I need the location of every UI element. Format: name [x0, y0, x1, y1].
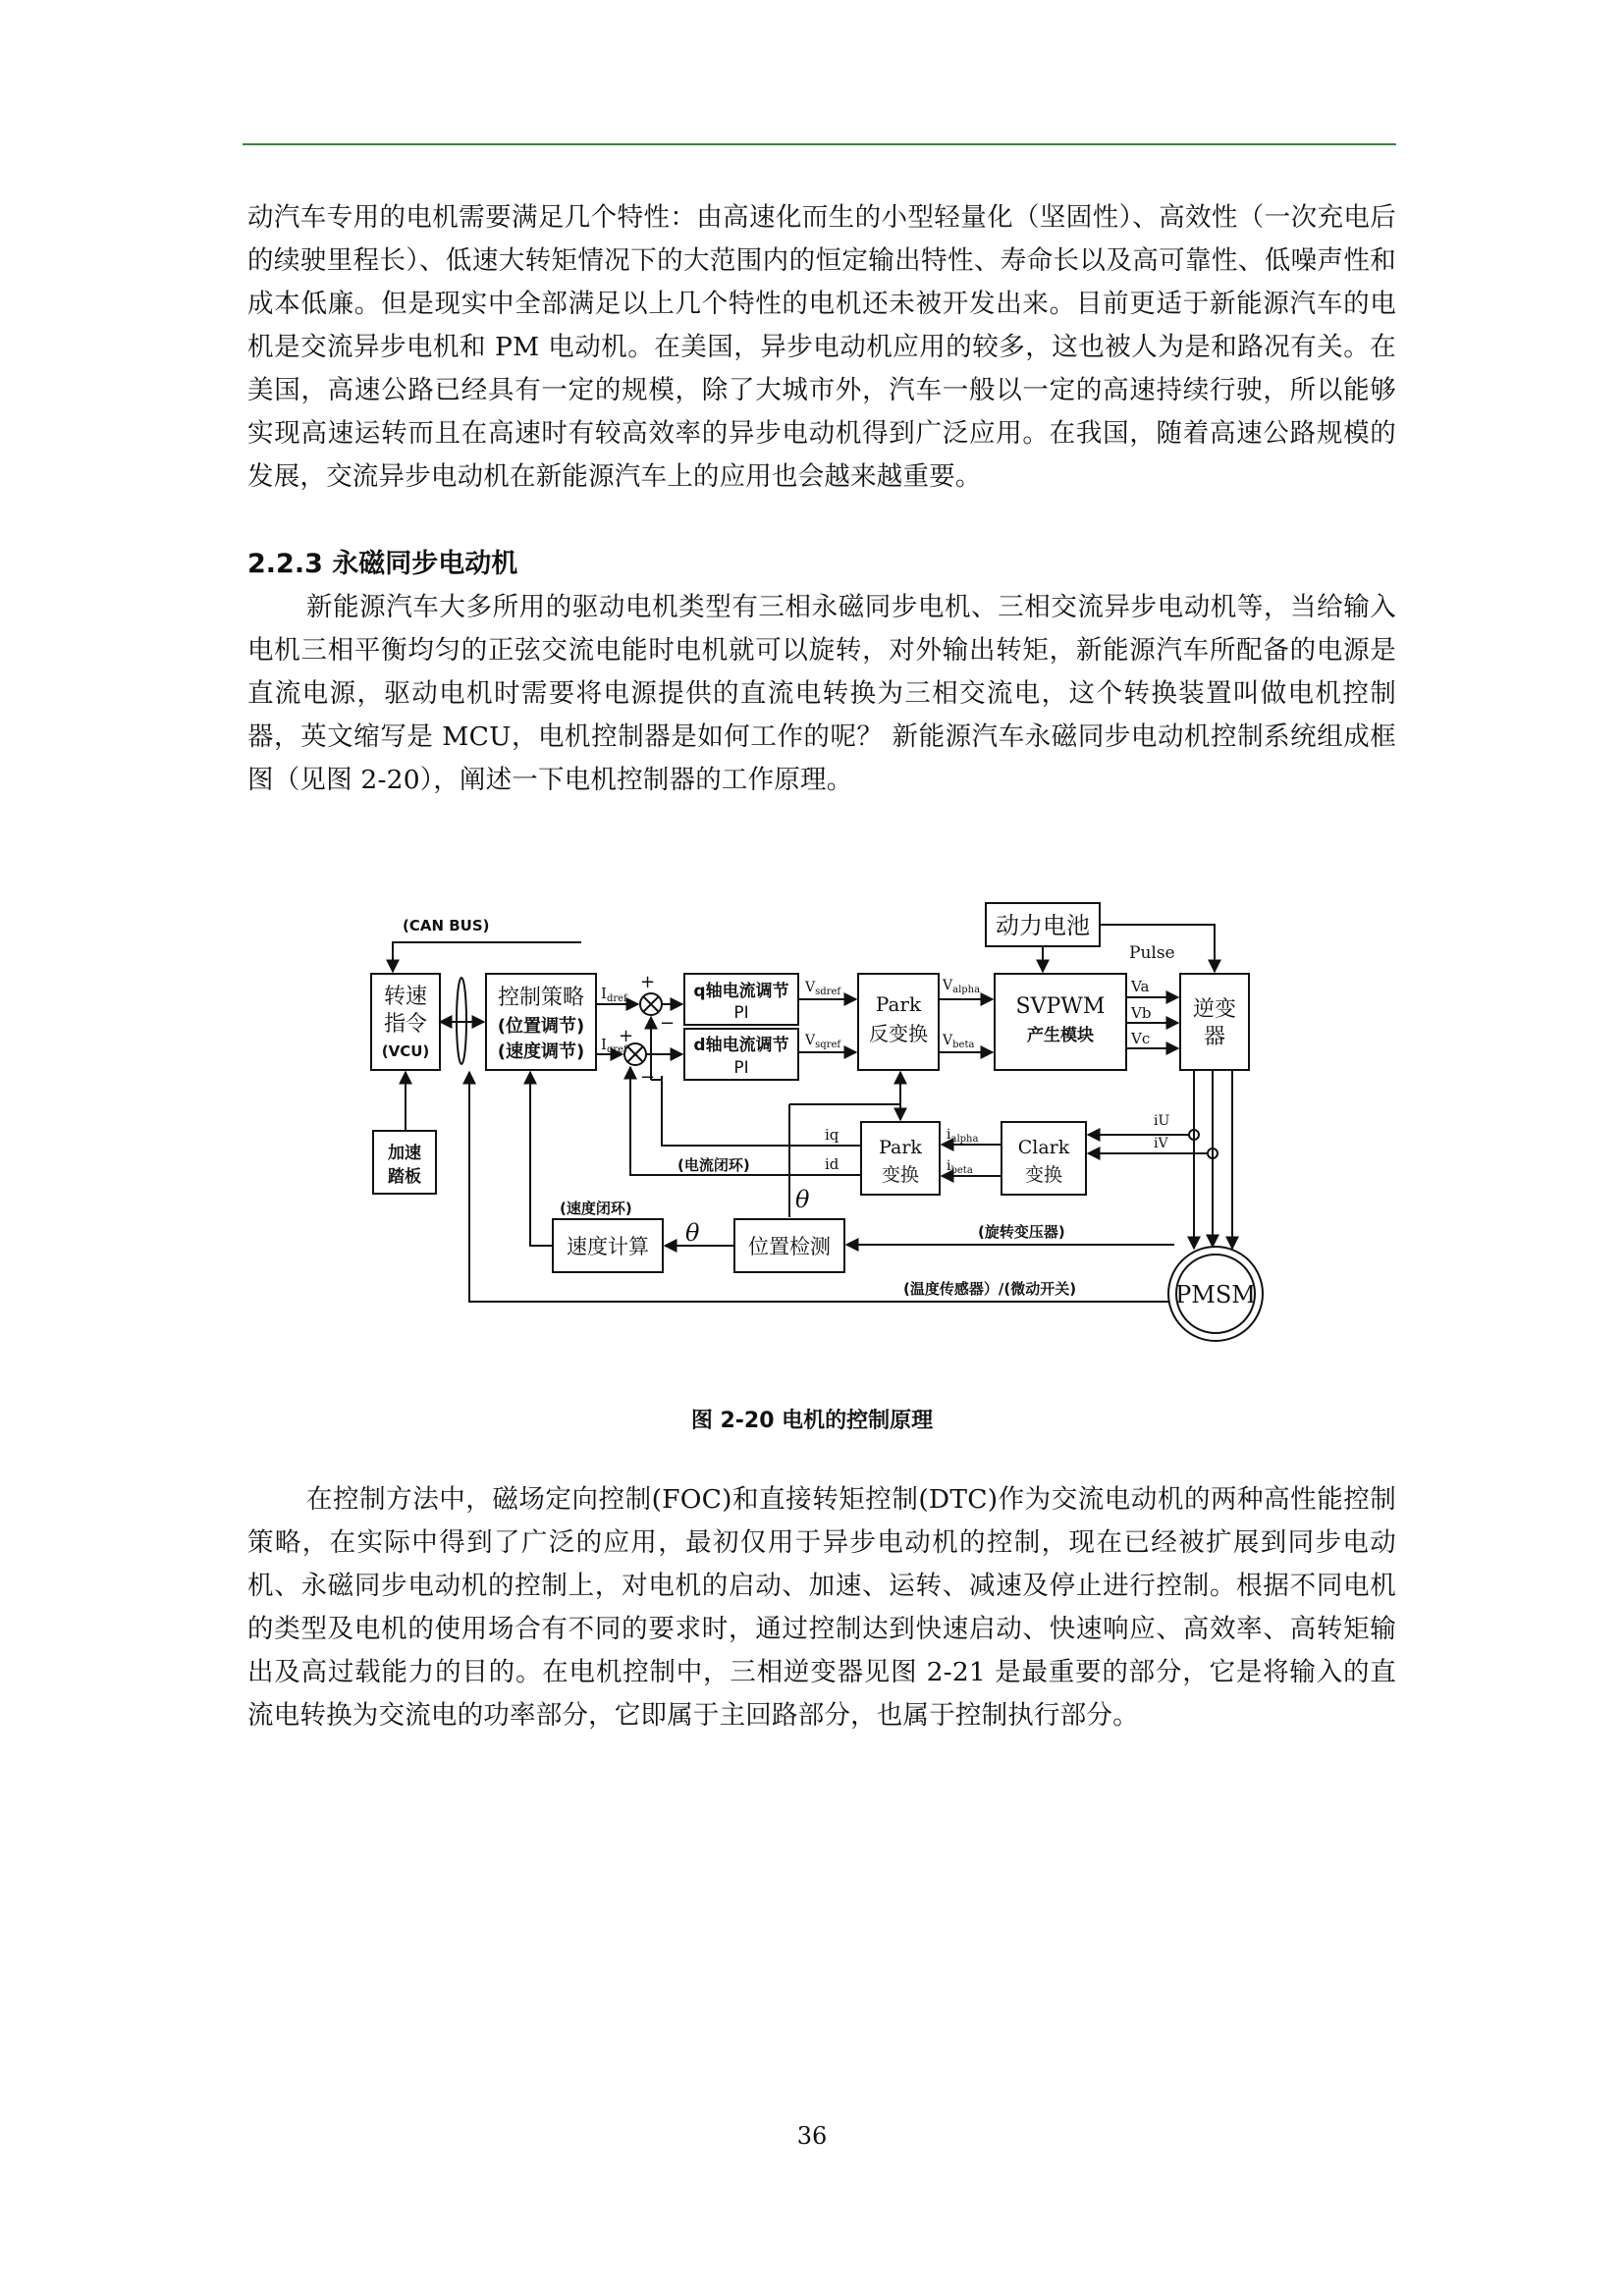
svg-text:iq: iq — [825, 1126, 839, 1144]
body-paragraph-2: 新能源汽车大多所用的驱动电机类型有三相永磁同步电机、三相交流异步电动机等，当给输入电机三相平衡均匀的正弦交流电能时电机就可以旋转，对外输出转矩，新能源汽车所配备的电源是直流电源，驱动电机时需要将电源提供的直流电转换为三相交流电，这个转换装置叫做电机控制器，英文缩写是 MCU，电机控制器是如何工作的呢？ 新能源汽车永磁同步电动机控制系统组成框图（见图 2-20），阐述一下电机控制器的工作原理。 — [247, 592, 1396, 795]
svg-text:q轴电流调节: q轴电流调节 — [693, 982, 789, 1001]
svg-text:−: − — [640, 1067, 656, 1088]
pulse-label: Pulse — [1129, 943, 1175, 963]
svg-text:+: + — [619, 1026, 634, 1046]
speed-loop-label: (速度闭环) — [560, 1200, 632, 1217]
svg-text:PI: PI — [733, 1003, 749, 1023]
svg-text:id: id — [825, 1155, 839, 1173]
section-heading: 2.2.3 永磁同步电动机 — [247, 549, 518, 579]
sensor-label: (温度传感器）/(微动开关) — [903, 1280, 1077, 1298]
svg-text:Va: Va — [1131, 978, 1150, 995]
svg-text:Idref: $I_{dref}$ — [601, 985, 627, 1004]
pmsm-control-diagram — [353, 864, 1335, 1374]
svg-text:(速度调节): (速度调节) — [497, 1041, 585, 1062]
svg-text:Vsdref: $V_{sdref}$ — [805, 980, 841, 997]
svg-text:控制策略: 控制策略 — [497, 986, 585, 1010]
can-bus-label: (CAN BUS) — [403, 917, 490, 934]
inverter-block — [1180, 974, 1249, 1070]
svg-text:−: − — [660, 1013, 676, 1034]
svg-text:iU: iU — [1154, 1113, 1170, 1129]
svg-text:转速: 转速 — [383, 985, 428, 1009]
page-number: 36 — [796, 2122, 828, 2150]
svg-text:PI: PI — [733, 1058, 749, 1078]
svg-text:θ: θ — [795, 1186, 810, 1213]
svg-text:d轴电流调节: d轴电流调节 — [693, 1036, 789, 1055]
svg-text:+: + — [640, 972, 656, 992]
svg-text:速度计算: 速度计算 — [567, 1235, 649, 1258]
figure-caption: 图 2-20 电机的控制原理 — [690, 1409, 934, 1433]
svg-text:PMSM: PMSM — [1175, 1281, 1256, 1308]
svg-text:加速: 加速 — [388, 1144, 421, 1163]
svg-text:踏板: 踏板 — [388, 1167, 421, 1187]
svg-text:Vsqref: $V_{sqref}$ — [805, 1033, 841, 1050]
svg-text:Park: Park — [879, 1137, 922, 1158]
svg-text:Iqref: $I_{qref}$ — [601, 1036, 627, 1055]
svg-text:变换: 变换 — [1024, 1164, 1063, 1186]
svg-text:ibeta: $i_{beta}$ — [947, 1158, 973, 1176]
svg-text:逆变: 逆变 — [1192, 997, 1237, 1022]
battery-label: 动力电池 — [996, 912, 1090, 939]
header-rule — [243, 143, 1396, 145]
svg-text:器: 器 — [1203, 1025, 1226, 1049]
current-loop-label: (电流闭环) — [677, 1156, 750, 1174]
svg-text:指令: 指令 — [383, 1012, 428, 1037]
body-paragraph-3: 在控制方法中，磁场定向控制(FOC)和直接转矩控制(DTC)作为交流电动机的两种高性能控制策略，在实际中得到了广泛的应用，最初仅用于异步电动机的控制，现在已经被扩展到同步电动机、永磁同步电动机的控制上，对电机的启动、加速、运转、减速及停止进行控制。根据不同电机的类型及电机的使用场合有不同的要求时，通过控制达到快速启动、快速响应、高效率、高转矩输出及高过载能力的目的。在电机控制中，三相逆变器见图 2-21 是最重要的部分，它是将输入的直流电转换为交流电的功率部分，它即属于主回路部分，也属于控制执行部分。 — [247, 1484, 1396, 1731]
svg-text:反变换: 反变换 — [869, 1022, 928, 1045]
svg-text:(VCU): (VCU) — [381, 1042, 430, 1060]
svg-text:Vc: Vc — [1131, 1030, 1151, 1047]
svg-text:Valpha: $V_{alpha}$ — [943, 978, 981, 995]
svg-text:变换: 变换 — [881, 1164, 920, 1186]
svg-text:iV: iV — [1154, 1136, 1168, 1151]
svg-text:(位置调节): (位置调节) — [497, 1016, 585, 1037]
svg-text:SVPWM: SVPWM — [1015, 994, 1106, 1019]
svg-text:Vbeta: $V_{beta}$ — [943, 1033, 975, 1050]
svg-text:位置检测: 位置检测 — [748, 1235, 831, 1258]
svpwm-block — [995, 974, 1126, 1070]
svg-text:产生模块: 产生模块 — [1027, 1026, 1094, 1045]
svg-text:Clark: Clark — [1017, 1137, 1070, 1158]
resolver-label: (旋转变压器) — [978, 1223, 1065, 1241]
svg-text:Park: Park — [875, 992, 922, 1016]
svg-text:ialpha: $i_{alpha}$ — [947, 1127, 979, 1145]
body-paragraph-1: 动汽车专用的电机需要满足几个特性：由高速化而生的小型轻量化（坚固性）、高效性（一次充电后的续驶里程长）、低速大转矩情况下的大范围内的恒定输出特性、寿命长以及高可靠性、低噪声性和成本低廉。但是现实中全部满足以上几个特性的电机还未被开发出来。目前更适于新能源汽车的电机是交流异步电机和 PM 电动机。在美国，异步电动机应用的较多，这也被人为是和路况有关。在美国，高速公路已经具有一定的规模，除了大城市外，汽车一般以一定的高速持续行驶，所以能够实现高速运转而且在高速时有较高效率的异步电动机得到广泛应用。在我国，随着高速公路规模的发展，交流异步电动机在新能源汽车上的应用也会越来越重要。 — [247, 202, 1396, 492]
svg-text:Vb: Vb — [1131, 1004, 1152, 1022]
svg-text:θ: θ — [685, 1219, 700, 1247]
